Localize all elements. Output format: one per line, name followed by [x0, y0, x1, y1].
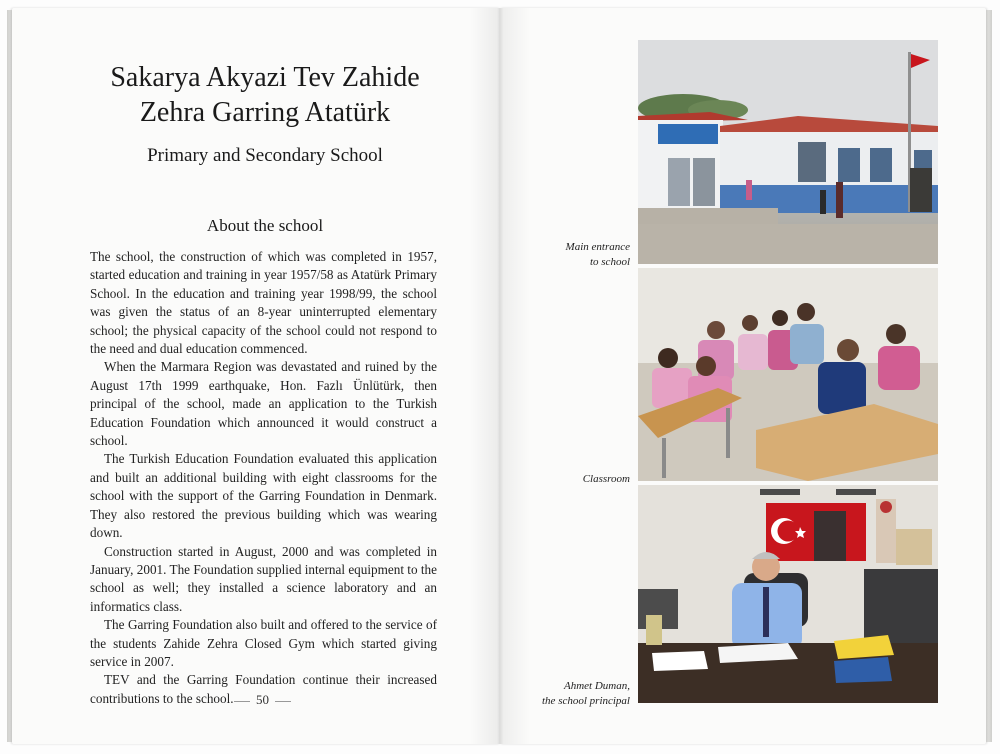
caption-classroom: Classroom	[582, 473, 630, 485]
page-number-rule-right	[275, 701, 291, 702]
paragraph-4: Construction started in August, 2000 and was completed in January, 2001. The Foundation supplied internal equipment to the school as well; they installed a science laboratory and an informatics class.	[90, 543, 437, 614]
paragraph-1: The school, the construction of which was completed in 1957, started education and training in year 1957/58 as Atatürk Primary School. In the education and training year 1998/99, the school was given the status of an 8-year uninterrupted elementary school; the physical capacity of the school could not respond to the need and dual education commenced.	[90, 249, 437, 357]
photo-principal	[638, 485, 938, 703]
paragraph-6: TEV and the Garring Foundation continue their increased contributions to the school.	[90, 672, 437, 706]
principal-office-illustration	[638, 485, 938, 703]
paragraph-5: The Garring Foundation also built and offered to the service of the students Zahide Zehra Closed Gym which started giving service in 2007.	[90, 617, 437, 669]
caption-main-entrance	[510, 240, 630, 270]
left-page	[12, 8, 500, 744]
caption-main-entrance-line-1: Main entrance	[565, 241, 630, 253]
caption-principal-line-1: Ahmet Duman,	[564, 680, 630, 692]
title-line-1: Sakarya Akyazi Tev Zahide	[110, 62, 420, 93]
school-title	[100, 60, 430, 130]
school-subtitle: Primary and Secondary School	[147, 145, 383, 166]
photo-main-entrance	[638, 40, 938, 264]
page-edge-right	[986, 10, 992, 742]
photo-classroom	[638, 268, 938, 481]
caption-main-entrance-line-2: to school	[589, 256, 630, 268]
paragraph-3: The Turkish Education Foundation evaluated this application and built an additional building with eight classrooms for the school with the support of the Garring Foundation in Denmark. They also restored the previous building which was wearing down.	[90, 451, 437, 541]
paragraph-2: When the Marmara Region was devastated and ruined by the August 17th 1999 earthquake, Hon. Fazlı Ünlütürk, then principal of the school, made an application to the Turkish Education Foundation which announced it would construct a school.	[90, 359, 437, 449]
page-number-rule-left	[234, 701, 250, 702]
classroom-illustration	[638, 268, 938, 481]
section-heading: About the school	[206, 216, 324, 235]
caption-principal	[510, 679, 630, 709]
title-line-2: Zehra Garring Atatürk	[139, 97, 391, 128]
school-building-illustration	[638, 40, 938, 264]
body-text	[90, 248, 437, 708]
caption-principal-line-2: the school principal	[542, 695, 630, 707]
page-number-value: 50	[256, 692, 269, 707]
page-number	[225, 692, 300, 708]
